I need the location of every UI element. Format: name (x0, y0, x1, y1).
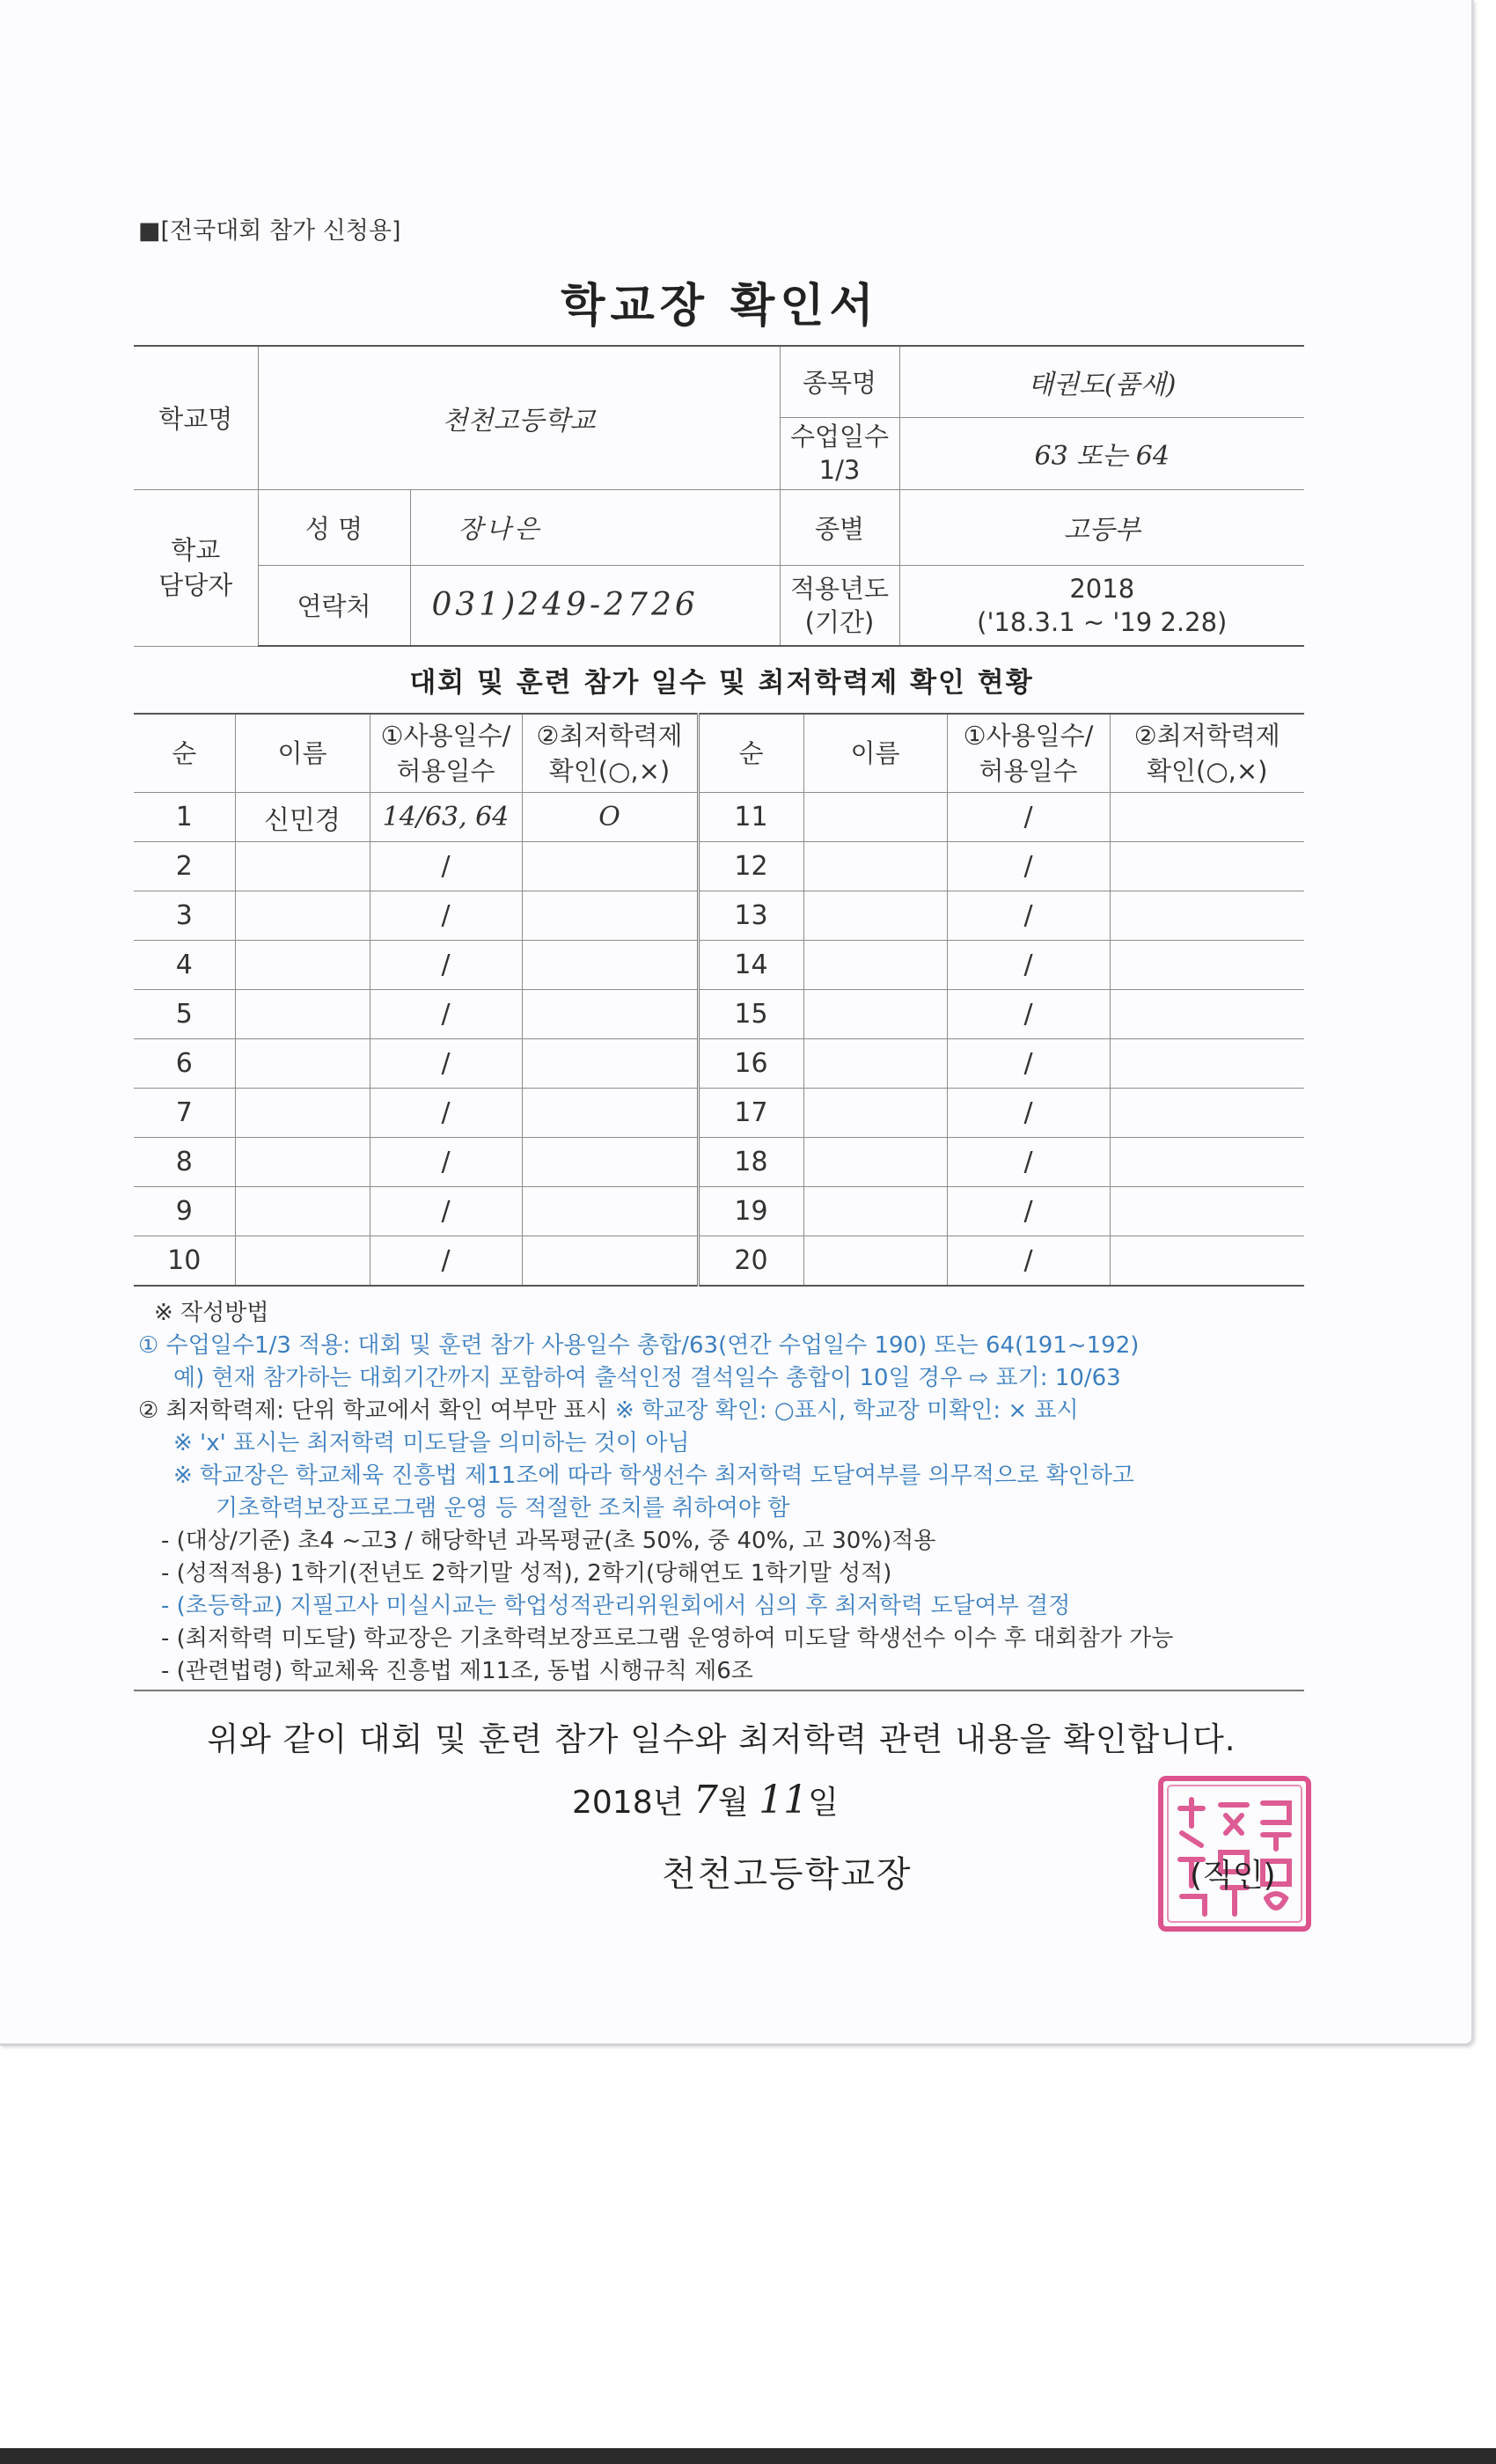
header-name-right: 이름 (803, 714, 947, 793)
row-no: 5 (134, 990, 235, 1039)
row-days-right: / (947, 1236, 1110, 1287)
year-value-year: 2018 (1069, 573, 1135, 604)
row-name (235, 1138, 370, 1187)
note-4: ※ 학교장은 학교체육 진흥법 제11조에 따라 학생선수 최저학력 도달여부를 의무적으로 확인하고 (173, 1463, 1134, 1489)
table-row (134, 990, 1304, 1039)
issue-date (572, 1778, 839, 1822)
note-2-sub: ※ 학교장 확인: ○표시, 학교장 미확인: × 표시 (607, 1397, 1079, 1424)
header-days-line2: 허용일수 (396, 756, 495, 786)
detail-4: - (최저학력 미도달) 학교장은 기초학력보장프로그램 운영하여 미도달 학생선수 이수 후 대회참가 가능 (161, 1625, 1174, 1652)
division-label: 종별 (780, 489, 899, 565)
row-no-right: 17 (698, 1089, 803, 1138)
row-name (235, 1236, 370, 1287)
row-name: 신민경 (235, 793, 370, 842)
note-1-continued: 예) 현재 참가하는 대회기간까지 포함하여 출석인정 결석일수 총합이 10일 경우 ⇨ 표기: 10/63 (173, 1365, 1121, 1391)
header-check-line2: 확인(○,×) (548, 756, 671, 786)
row-no: 3 (134, 891, 235, 941)
event-label: 종목명 (780, 346, 899, 417)
participation-table (134, 713, 1304, 1287)
row-name-right (803, 1089, 947, 1138)
header-days (370, 714, 522, 793)
status-subtitle: 대회 및 훈련 참가 일수 및 최저학력제 확인 현황 (409, 667, 1034, 699)
row-name-right (803, 793, 947, 842)
row-days: / (370, 1187, 522, 1236)
header-check-right (1110, 714, 1304, 793)
row-no-right: 14 (698, 941, 803, 990)
date-month-unit: 월 (717, 1785, 749, 1821)
detail-3: - (초등학교) 지필고사 미실시교는 학업성적관리위원회에서 심의 후 최저학력 도달여부 결정 (161, 1593, 1071, 1619)
row-days-right: / (947, 842, 1110, 891)
document-title: 학교장 확인서 (561, 280, 879, 333)
row-name (235, 941, 370, 990)
year-label-line1: 적용년도 (789, 573, 890, 604)
row-days: 14/63, 64 (370, 793, 522, 842)
header-name: 이름 (235, 714, 370, 793)
header-no: 순 (134, 714, 235, 793)
row-no-right: 12 (698, 842, 803, 891)
row-no-right: 20 (698, 1236, 803, 1287)
principal-signature: 천천고등학교장 (662, 1854, 913, 1895)
row-days: / (370, 1039, 522, 1089)
contact-label: 연락처 (258, 565, 410, 646)
row-no-right: 13 (698, 891, 803, 941)
confirmation-statement: 위와 같이 대회 및 훈련 참가 일수와 최저학력 관련 내용을 확인합니다. (207, 1720, 1236, 1758)
date-day-unit: 일 (808, 1785, 839, 1821)
year-value (899, 565, 1304, 646)
row-name (235, 1039, 370, 1089)
row-days-right: / (947, 891, 1110, 941)
row-check-right (1110, 1039, 1304, 1089)
header-days-line1: ①사용일수/ (380, 721, 511, 751)
row-check-right (1110, 842, 1304, 891)
row-check: O (522, 793, 698, 842)
table-row (134, 941, 1304, 990)
class-days-label (780, 417, 899, 489)
row-check-right (1110, 1187, 1304, 1236)
row-days: / (370, 1138, 522, 1187)
header-days-right-line2: 허용일수 (979, 756, 1078, 786)
detail-5: - (관련법령) 학교체육 진흥법 제11조, 동법 시행규칙 제6조 (161, 1658, 753, 1684)
row-check (522, 1236, 698, 1287)
event-value: 태권도(품새) (899, 346, 1304, 417)
row-days-right: / (947, 793, 1110, 842)
table-row (134, 1089, 1304, 1138)
row-name-right (803, 842, 947, 891)
table-row (134, 1187, 1304, 1236)
row-check (522, 1089, 698, 1138)
header-check-line1: ②최저학력제 (536, 721, 683, 751)
school-name-value: 천천고등학교 (258, 346, 780, 489)
row-name (235, 891, 370, 941)
row-check-right (1110, 1089, 1304, 1138)
header-days-right-line1: ①사용일수/ (963, 721, 1094, 751)
header-days-right (947, 714, 1110, 793)
row-check (522, 941, 698, 990)
notes-divider (134, 1690, 1304, 1691)
note-4-continued: 기초학력보장프로그램 운영 등 적절한 조치를 취하여야 함 (216, 1495, 790, 1522)
note-2-main: ② 최저학력제: 단위 학교에서 확인 여부만 표시 (138, 1397, 608, 1424)
info-table (134, 345, 1304, 647)
row-name (235, 842, 370, 891)
header-check (522, 714, 698, 793)
row-name (235, 990, 370, 1039)
date-day: 11 (759, 1778, 809, 1822)
seal-label: (직인) (1190, 1858, 1276, 1894)
row-days-right: / (947, 1138, 1110, 1187)
row-name-right (803, 990, 947, 1039)
date-month: 7 (693, 1778, 718, 1822)
row-no: 1 (134, 793, 235, 842)
table-row (134, 1138, 1304, 1187)
table-row (134, 1236, 1304, 1287)
table-row (134, 842, 1304, 891)
row-check-right (1110, 891, 1304, 941)
row-no-right: 15 (698, 990, 803, 1039)
row-check (522, 1138, 698, 1187)
row-check (522, 1039, 698, 1089)
note-2 (138, 1395, 1317, 1427)
row-no-right: 18 (698, 1138, 803, 1187)
row-no-right: 16 (698, 1039, 803, 1089)
header-no-right: 순 (698, 714, 803, 793)
row-days: / (370, 1089, 522, 1138)
class-days-label-line1: 수업일수 (789, 422, 890, 451)
row-name-right (803, 1039, 947, 1089)
row-days: / (370, 990, 522, 1039)
manager-label (134, 489, 258, 646)
row-days-right: / (947, 1187, 1110, 1236)
note-1: ① 수업일수1/3 적용: 대회 및 훈련 참가 사용일수 총합/63(연간 수업일수 190) 또는 64(191~192) (138, 1332, 1140, 1359)
year-label (780, 565, 899, 646)
header-check-right-line2: 확인(○,×) (1147, 756, 1268, 786)
row-check (522, 990, 698, 1039)
row-no-right: 19 (698, 1187, 803, 1236)
header-check-right-line1: ②최저학력제 (1133, 721, 1280, 751)
scan-edge (0, 2448, 1496, 2464)
table-header-row (134, 714, 1304, 793)
notes-heading: ※ 작성방법 (154, 1300, 269, 1326)
year-label-line2: (기간) (804, 606, 875, 637)
table-row (134, 793, 1304, 842)
note-3: ※ 'x' 표시는 최저학력 미도달을 의미하는 것이 아님 (173, 1430, 690, 1456)
school-name-label: 학교명 (134, 346, 258, 489)
year-value-period: ('18.3.1 ~ '19 2.28) (977, 606, 1228, 637)
row-check (522, 842, 698, 891)
division-value: 고등부 (899, 489, 1304, 565)
row-check-right (1110, 990, 1304, 1039)
row-days-right: / (947, 1089, 1110, 1138)
row-no: 7 (134, 1089, 235, 1138)
detail-1: - (대상/기준) 초4 ~고3 / 해당학년 과목평균(초 50%, 중 40%, 고 30%)적용 (161, 1528, 936, 1554)
row-name-right (803, 941, 947, 990)
row-check-right (1110, 793, 1304, 842)
contact-value: 031)249-2726 (410, 565, 780, 646)
row-check-right (1110, 1138, 1304, 1187)
table-row (134, 891, 1304, 941)
row-days-right: / (947, 941, 1110, 990)
table-row (134, 1039, 1304, 1089)
row-check-right (1110, 941, 1304, 990)
row-no: 9 (134, 1187, 235, 1236)
row-name-right (803, 1138, 947, 1187)
row-days-right: / (947, 1039, 1110, 1089)
detail-2: - (성적적용) 1학기(전년도 2학기말 성적), 2학기(당해연도 1학기말 성적) (161, 1560, 892, 1587)
name-value: 장나은 (410, 489, 780, 565)
row-days: / (370, 1236, 522, 1287)
row-no: 6 (134, 1039, 235, 1089)
row-check-right (1110, 1236, 1304, 1287)
row-name-right (803, 891, 947, 941)
row-name (235, 1089, 370, 1138)
row-days-right: / (947, 990, 1110, 1039)
row-name-right (803, 1236, 947, 1287)
row-no: 8 (134, 1138, 235, 1187)
class-days-value: 63 또는 64 (899, 417, 1304, 489)
date-year: 2018년 (572, 1785, 684, 1821)
instructions (138, 1297, 1317, 1688)
row-check (522, 891, 698, 941)
row-days: / (370, 842, 522, 891)
name-label: 성 명 (258, 489, 410, 565)
row-name (235, 1187, 370, 1236)
row-no-right: 11 (698, 793, 803, 842)
row-check (522, 1187, 698, 1236)
row-no: 2 (134, 842, 235, 891)
form-tag: ■[전국대회 참가 신청용] (138, 217, 401, 245)
manager-label-line2: 담당자 (158, 570, 233, 600)
row-no: 10 (134, 1236, 235, 1287)
class-days-label-line2: 1/3 (818, 455, 861, 485)
row-days: / (370, 891, 522, 941)
row-days: / (370, 941, 522, 990)
row-name-right (803, 1187, 947, 1236)
row-no: 4 (134, 941, 235, 990)
manager-label-line1: 학교 (171, 535, 221, 565)
